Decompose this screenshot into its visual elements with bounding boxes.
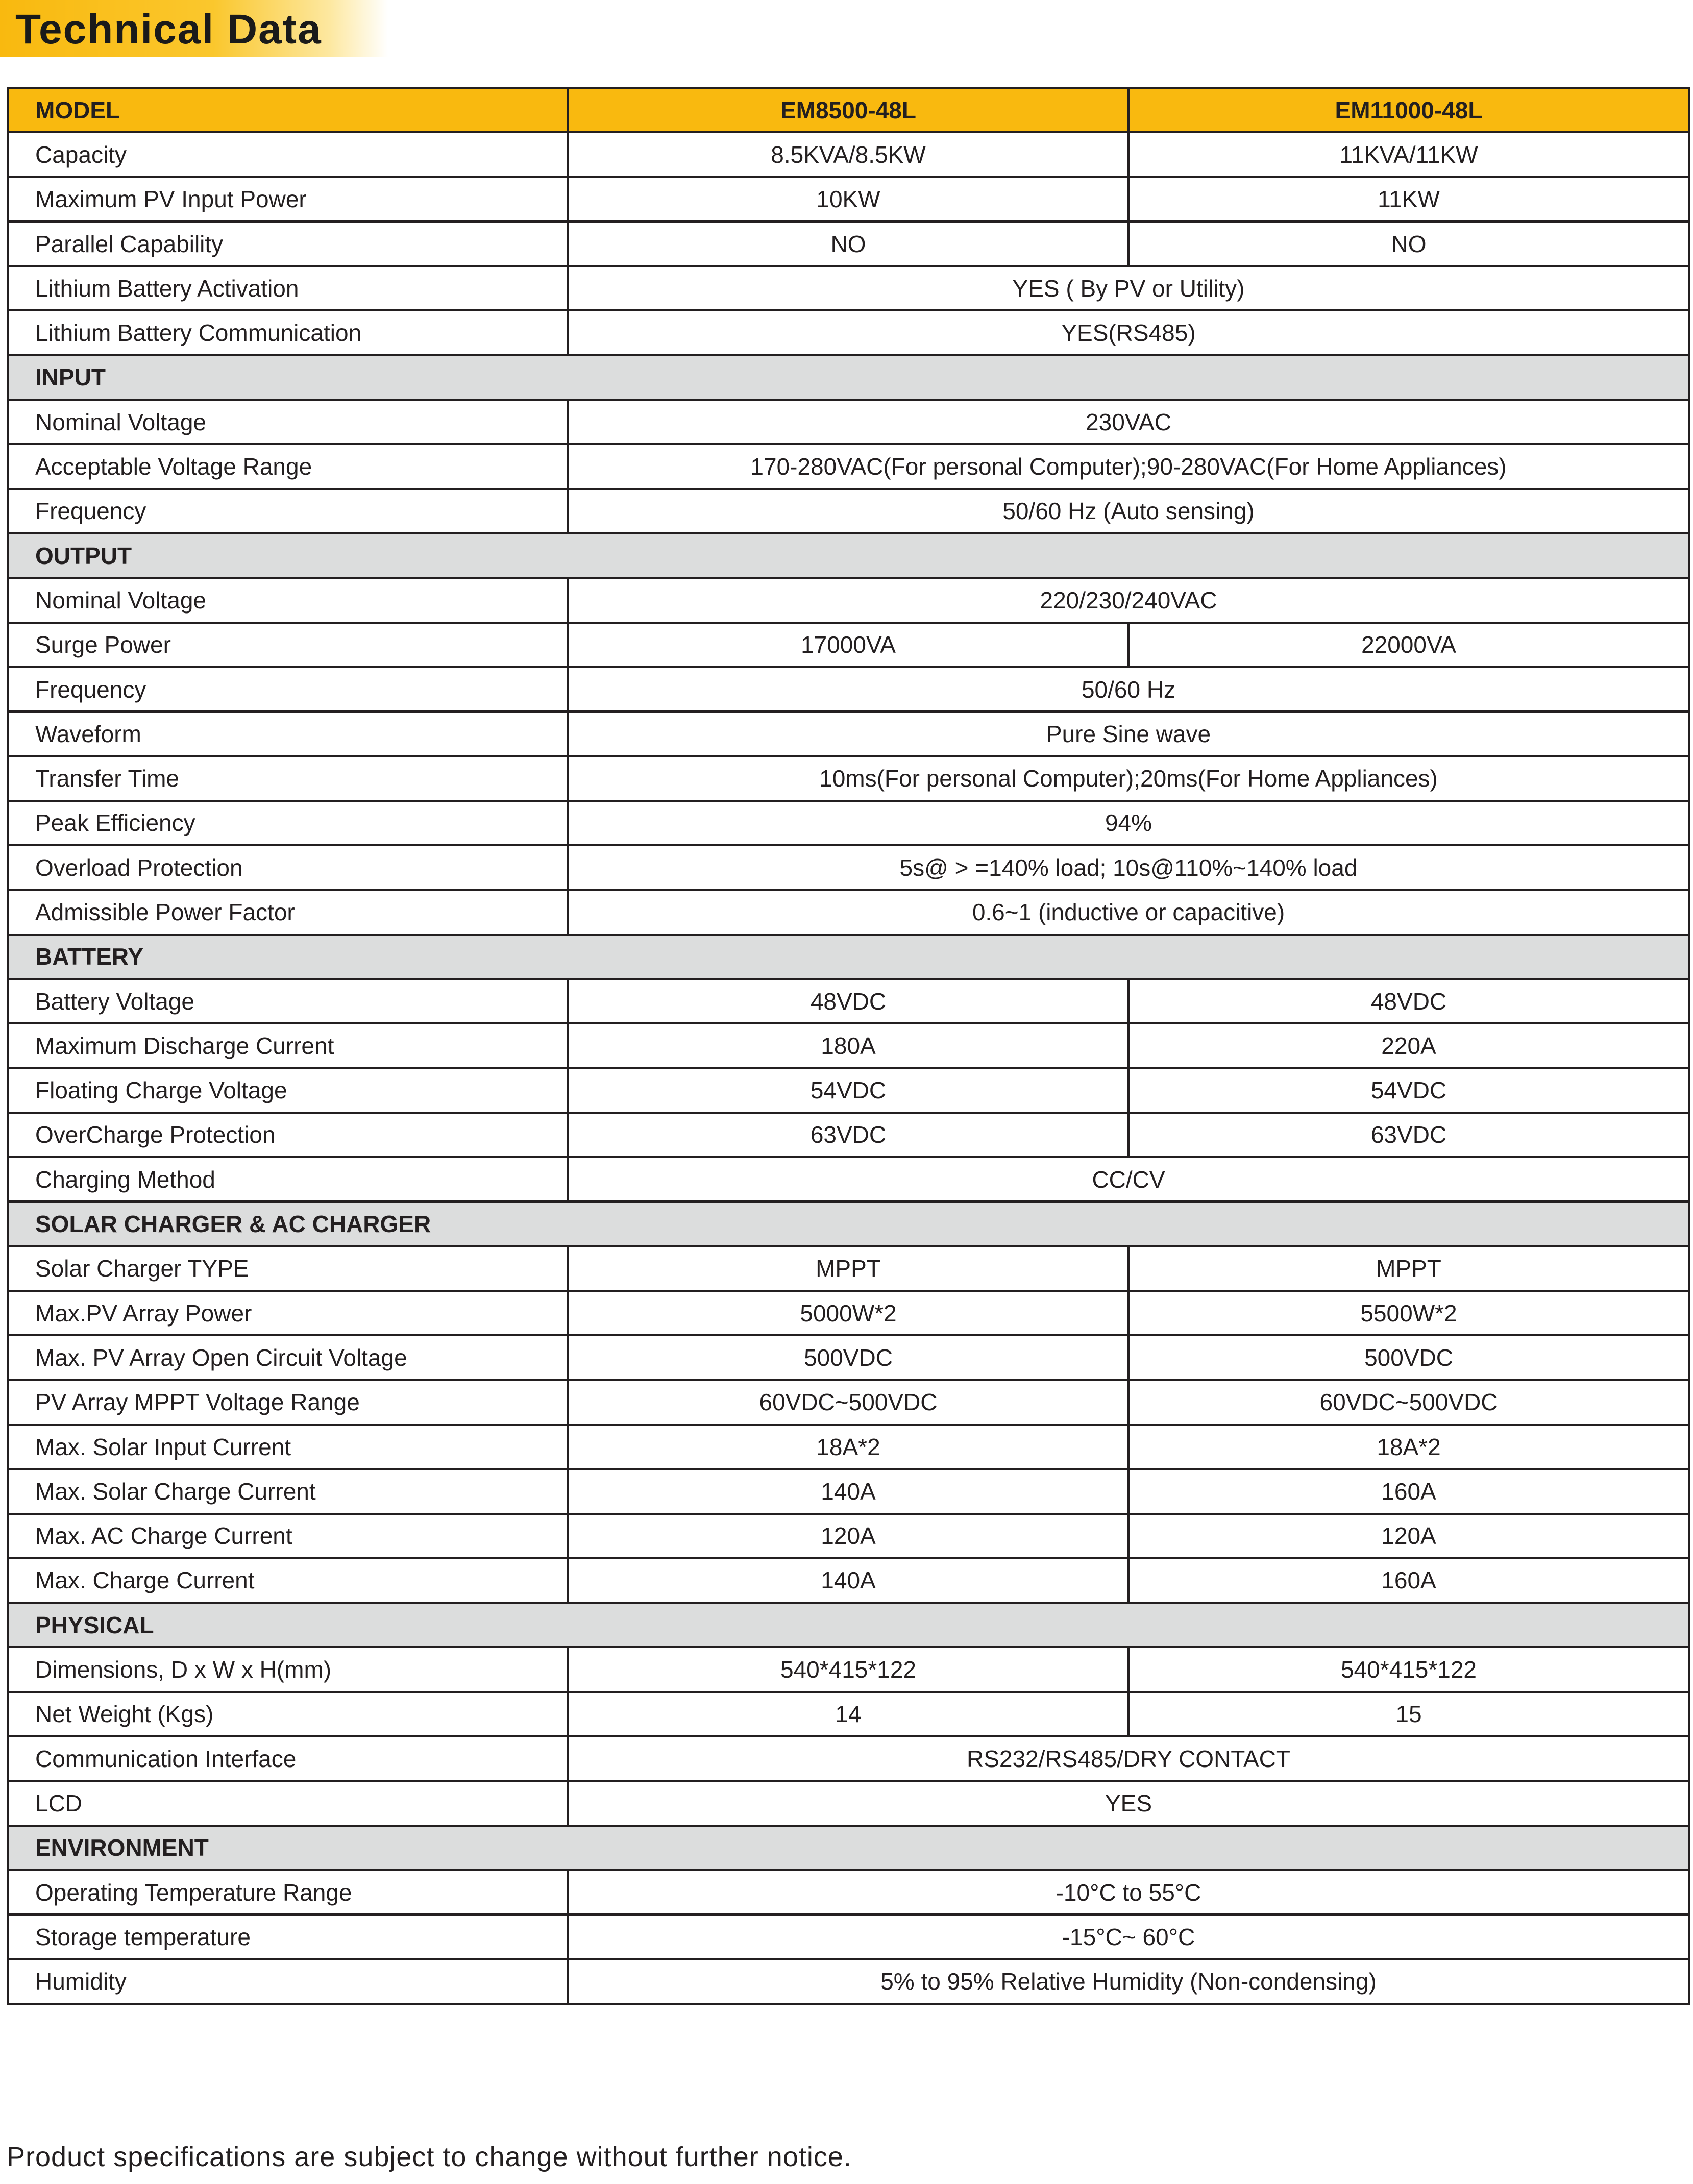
spec-label: Maximum PV Input Power	[8, 177, 568, 222]
spec-label: Surge Power	[8, 623, 568, 667]
spec-value: -10°C to 55°C	[568, 1870, 1689, 1915]
spec-value-model-1: 10KW	[568, 177, 1128, 222]
spec-label: Battery Voltage	[8, 979, 568, 1023]
spec-value-model-2: 63VDC	[1128, 1113, 1689, 1157]
spec-value-model-2: 120A	[1128, 1514, 1689, 1558]
spec-row	[8, 979, 1689, 1023]
spec-value-model-2: MPPT	[1128, 1246, 1689, 1291]
spec-value-model-2: 15	[1128, 1692, 1689, 1736]
spec-row	[8, 1692, 1689, 1736]
spec-value: YES ( By PV or Utility)	[568, 266, 1689, 310]
spec-label: Floating Charge Voltage	[8, 1068, 568, 1113]
header-model-2: EM11000-48L	[1128, 88, 1689, 132]
spec-label: Max. PV Array Open Circuit Voltage	[8, 1335, 568, 1380]
table-header-row	[8, 88, 1689, 132]
spec-table	[7, 87, 1690, 2005]
spec-label: Max. Solar Input Current	[8, 1425, 568, 1469]
spec-value-model-1: 18A*2	[568, 1425, 1128, 1469]
spec-value-model-1: NO	[568, 222, 1128, 266]
spec-value-model-2: 60VDC~500VDC	[1128, 1380, 1689, 1425]
spec-label: Max. AC Charge Current	[8, 1514, 568, 1558]
spec-label: Solar Charger TYPE	[8, 1246, 568, 1291]
spec-value: -15°C~ 60°C	[568, 1915, 1689, 1959]
spec-row	[8, 1068, 1689, 1113]
spec-row	[8, 266, 1689, 310]
spec-label: Communication Interface	[8, 1736, 568, 1781]
spec-label: Max. Solar Charge Current	[8, 1469, 568, 1513]
spec-value-model-2: 48VDC	[1128, 979, 1689, 1023]
spec-row	[8, 801, 1689, 845]
spec-row	[8, 711, 1689, 756]
spec-row	[8, 1291, 1689, 1335]
spec-label: Admissible Power Factor	[8, 890, 568, 934]
section-row	[8, 1603, 1689, 1647]
spec-value: 5% to 95% Relative Humidity (Non-condensing)	[568, 1959, 1689, 2003]
spec-value-model-1: 14	[568, 1692, 1128, 1736]
section-row	[8, 355, 1689, 400]
section-row	[8, 533, 1689, 578]
spec-value-model-2: 22000VA	[1128, 623, 1689, 667]
spec-value-model-1: 140A	[568, 1558, 1128, 1603]
spec-row	[8, 1113, 1689, 1157]
spec-row	[8, 756, 1689, 800]
spec-row	[8, 890, 1689, 934]
spec-value-model-1: 63VDC	[568, 1113, 1128, 1157]
spec-value-model-1: 500VDC	[568, 1335, 1128, 1380]
spec-row	[8, 1736, 1689, 1781]
spec-label: Nominal Voltage	[8, 400, 568, 444]
spec-value-model-1: MPPT	[568, 1246, 1128, 1291]
section-title: BATTERY	[8, 935, 1689, 979]
spec-label: Storage temperature	[8, 1915, 568, 1959]
spec-value: CC/CV	[568, 1157, 1689, 1201]
spec-row	[8, 1157, 1689, 1201]
spec-label: Dimensions, D x W x H(mm)	[8, 1647, 568, 1691]
header-model-label: MODEL	[8, 88, 568, 132]
spec-row	[8, 1558, 1689, 1603]
spec-row	[8, 1915, 1689, 1959]
spec-value: YES(RS485)	[568, 310, 1689, 355]
spec-label: Humidity	[8, 1959, 568, 2003]
spec-row	[8, 400, 1689, 444]
spec-value-model-2: 160A	[1128, 1558, 1689, 1603]
spec-label: PV Array MPPT Voltage Range	[8, 1380, 568, 1425]
spec-label: Max. Charge Current	[8, 1558, 568, 1603]
spec-value: RS232/RS485/DRY CONTACT	[568, 1736, 1689, 1781]
spec-value-model-1: 17000VA	[568, 623, 1128, 667]
spec-row	[8, 667, 1689, 711]
spec-value: YES	[568, 1781, 1689, 1825]
spec-row	[8, 177, 1689, 222]
footer-note: Product specifications are subject to change without further notice.	[7, 2142, 852, 2172]
spec-value: 0.6~1 (inductive or capacitive)	[568, 890, 1689, 934]
section-title: OUTPUT	[8, 533, 1689, 578]
spec-label: Frequency	[8, 489, 568, 533]
spec-value-model-1: 60VDC~500VDC	[568, 1380, 1128, 1425]
section-row	[8, 935, 1689, 979]
spec-row	[8, 1870, 1689, 1915]
spec-row	[8, 1023, 1689, 1068]
spec-value-model-1: 140A	[568, 1469, 1128, 1513]
spec-label: Transfer Time	[8, 756, 568, 800]
spec-value-model-1: 48VDC	[568, 979, 1128, 1023]
spec-row	[8, 1469, 1689, 1513]
spec-label: Parallel Capability	[8, 222, 568, 266]
spec-value: 230VAC	[568, 400, 1689, 444]
spec-label: Frequency	[8, 667, 568, 711]
spec-value-model-2: 11KVA/11KW	[1128, 132, 1689, 177]
section-title: SOLAR CHARGER & AC CHARGER	[8, 1201, 1689, 1246]
spec-label: Overload Protection	[8, 845, 568, 890]
spec-row	[8, 132, 1689, 177]
section-title: ENVIRONMENT	[8, 1826, 1689, 1870]
spec-value: 220/230/240VAC	[568, 578, 1689, 622]
spec-value-model-1: 54VDC	[568, 1068, 1128, 1113]
header-model-1: EM8500-48L	[568, 88, 1128, 132]
spec-value: 94%	[568, 801, 1689, 845]
spec-row	[8, 845, 1689, 890]
spec-label: Nominal Voltage	[8, 578, 568, 622]
spec-label: Charging Method	[8, 1157, 568, 1201]
spec-row	[8, 623, 1689, 667]
spec-value-model-2: 540*415*122	[1128, 1647, 1689, 1691]
spec-value-model-2: 500VDC	[1128, 1335, 1689, 1380]
spec-row	[8, 1647, 1689, 1691]
spec-label: OverCharge Protection	[8, 1113, 568, 1157]
spec-value-model-1: 8.5KVA/8.5KW	[568, 132, 1128, 177]
spec-label: Capacity	[8, 132, 568, 177]
spec-label: Lithium Battery Activation	[8, 266, 568, 310]
spec-label: Max.PV Array Power	[8, 1291, 568, 1335]
spec-value: 170-280VAC(For personal Computer);90-280VAC(For Home Appliances)	[568, 444, 1689, 488]
spec-row	[8, 1425, 1689, 1469]
spec-label: Waveform	[8, 711, 568, 756]
spec-label: LCD	[8, 1781, 568, 1825]
spec-label: Lithium Battery Communication	[8, 310, 568, 355]
spec-value-model-2: NO	[1128, 222, 1689, 266]
spec-label: Operating Temperature Range	[8, 1870, 568, 1915]
spec-row	[8, 1959, 1689, 2003]
spec-value-model-2: 160A	[1128, 1469, 1689, 1513]
spec-row	[8, 1335, 1689, 1380]
spec-row	[8, 1781, 1689, 1825]
spec-row	[8, 444, 1689, 488]
spec-label: Acceptable Voltage Range	[8, 444, 568, 488]
section-row	[8, 1201, 1689, 1246]
spec-label: Net Weight (Kgs)	[8, 1692, 568, 1736]
spec-row	[8, 1514, 1689, 1558]
spec-row	[8, 310, 1689, 355]
spec-row	[8, 578, 1689, 622]
spec-value: Pure Sine wave	[568, 711, 1689, 756]
spec-value-model-1: 5000W*2	[568, 1291, 1128, 1335]
section-title: INPUT	[8, 355, 1689, 400]
spec-row	[8, 1380, 1689, 1425]
spec-value-model-1: 540*415*122	[568, 1647, 1128, 1691]
spec-value-model-2: 18A*2	[1128, 1425, 1689, 1469]
spec-row	[8, 1246, 1689, 1291]
spec-value-model-2: 5500W*2	[1128, 1291, 1689, 1335]
spec-value-model-1: 120A	[568, 1514, 1128, 1558]
spec-value: 50/60 Hz	[568, 667, 1689, 711]
spec-value: 10ms(For personal Computer);20ms(For Home Appliances)	[568, 756, 1689, 800]
spec-value: 5s@ > =140% load; 10s@110%~140% load	[568, 845, 1689, 890]
section-row	[8, 1826, 1689, 1870]
spec-row	[8, 489, 1689, 533]
section-title: PHYSICAL	[8, 1603, 1689, 1647]
spec-label: Peak Efficiency	[8, 801, 568, 845]
spec-value: 50/60 Hz (Auto sensing)	[568, 489, 1689, 533]
spec-row	[8, 222, 1689, 266]
spec-label: Maximum Discharge Current	[8, 1023, 568, 1068]
spec-value-model-2: 11KW	[1128, 177, 1689, 222]
spec-value-model-2: 220A	[1128, 1023, 1689, 1068]
page-title: Technical Data	[15, 6, 322, 53]
spec-value-model-2: 54VDC	[1128, 1068, 1689, 1113]
spec-value-model-1: 180A	[568, 1023, 1128, 1068]
title-bar	[0, 0, 388, 57]
